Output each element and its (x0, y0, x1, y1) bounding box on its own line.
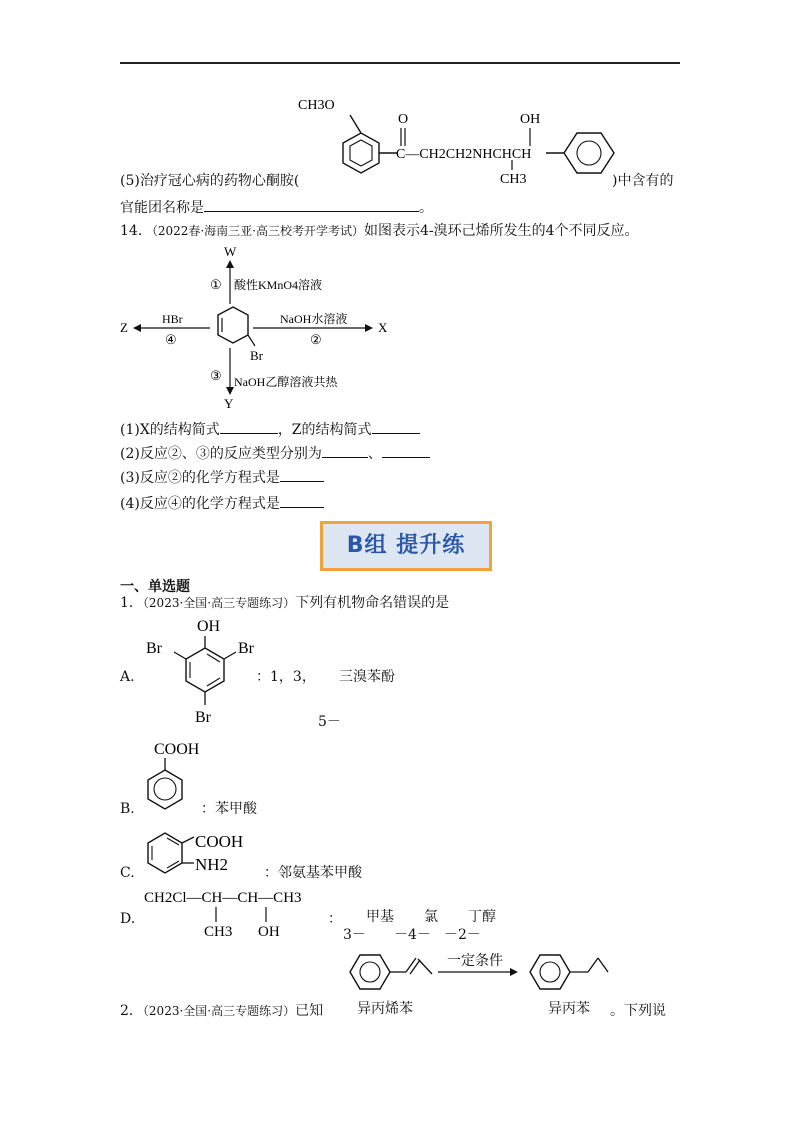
carbonyl-o-label: O (398, 112, 409, 127)
option-d-pos-c: －2－ (444, 927, 481, 943)
group-b-heading: B组 提升练 (320, 521, 492, 571)
product-w: W (224, 244, 237, 259)
option-d-structure (140, 880, 340, 942)
option-d-pos-a: 3－ (343, 927, 366, 943)
option-b-name: ：苯甲酸 (201, 801, 257, 817)
option-c-structure (138, 826, 278, 882)
option-b-label: B. (120, 801, 135, 817)
a-br-bottom: Br (195, 709, 211, 726)
section-title: 一、单选题 (120, 579, 190, 595)
chain-label: C—CH2CH2NHCHCH (396, 147, 532, 162)
q2-reactant-name: 异丙烯苯 (357, 1001, 413, 1017)
a-br-right: Br (238, 640, 254, 657)
reaction-4-reagent: HBr (162, 312, 183, 326)
reaction-scheme (110, 240, 410, 412)
reaction-1-number: ① (210, 277, 222, 292)
option-d-pos-b: －4－ (394, 927, 431, 943)
q14-sub2: (2)反应②、③的反应类型分别为 、 (120, 444, 430, 463)
q2-reaction-scheme (340, 944, 630, 1000)
reaction-1-reagent: 酸性KMnO4溶液 (234, 278, 323, 292)
q2-tail: 。下列说 (610, 1003, 666, 1019)
option-a-name-3: 5－ (318, 714, 341, 730)
option-a-label: A. (120, 669, 135, 685)
d-formula: CH2Cl—CH—CH—CH3 (144, 890, 302, 906)
product-y: Y (224, 396, 234, 411)
q14-stem: 14．（2022春·海南三亚·高三校考开学考试）如图表示4-溴环己烯所发生的4个不同反应。 (120, 223, 639, 239)
q14-sub1: (1)X的结构简式 ，Z的结构简式 (120, 420, 420, 439)
c-nh2: NH2 (195, 855, 229, 874)
xinlintong-structure (290, 90, 630, 186)
q1-stem: 1．（2023·全国·高三专题练习）下列有机物命名错误的是 (120, 595, 450, 611)
a-oh: OH (197, 618, 221, 635)
header-rule (120, 62, 680, 64)
oh-label: OH (520, 112, 541, 127)
reaction-2-number: ② (310, 332, 322, 347)
option-c-label: C. (120, 865, 135, 881)
reaction-3-number: ③ (210, 368, 222, 383)
option-a-name-2: 三溴苯酚 (339, 669, 395, 685)
product-x: X (378, 320, 388, 335)
c-cooh: COOH (195, 832, 244, 851)
substituent-label: CH3O (298, 98, 335, 113)
q13-5-line2: 官能团名称是 。 (120, 200, 433, 216)
d-oh: OH (258, 924, 280, 940)
br-label: Br (250, 348, 263, 363)
option-d-label: D. (120, 911, 136, 927)
q2-product-name: 异丙苯 (548, 1001, 590, 1017)
reaction-4-number: ④ (165, 332, 177, 347)
d-ch3: CH3 (204, 924, 233, 940)
option-d-name-b: 氯 (424, 909, 438, 925)
product-z: Z (120, 320, 128, 335)
option-d-name-a: 甲基 (366, 909, 394, 925)
q13-5-text-start: (5)治疗冠心病的药物心酮胺( (120, 173, 300, 189)
q2-stem: 2．（2023·全国·高三专题练习）已知 (120, 1003, 324, 1019)
reaction-3-reagent: NaOH乙醇溶液共热 (234, 375, 338, 389)
b-cooh: COOH (154, 741, 200, 758)
ch3-label: CH3 (500, 172, 527, 186)
q13-5-text-end: )中含有的 (612, 173, 674, 189)
option-a-name-1: ：1，3， (256, 669, 316, 685)
option-d-colon: ： (328, 911, 342, 927)
option-a-structure (140, 612, 270, 732)
q14-sub3: (3)反应②的化学方程式是 (120, 468, 324, 487)
option-d-name-c: 丁醇 (468, 909, 496, 925)
a-br-left: Br (146, 640, 162, 657)
option-c-name: ：邻氨基苯甲酸 (264, 865, 362, 881)
reaction-2-reagent: NaOH水溶液 (280, 312, 348, 326)
q14-sub4: (4)反应④的化学方程式是 (120, 494, 324, 513)
q2-condition: 一定条件 (447, 954, 503, 969)
